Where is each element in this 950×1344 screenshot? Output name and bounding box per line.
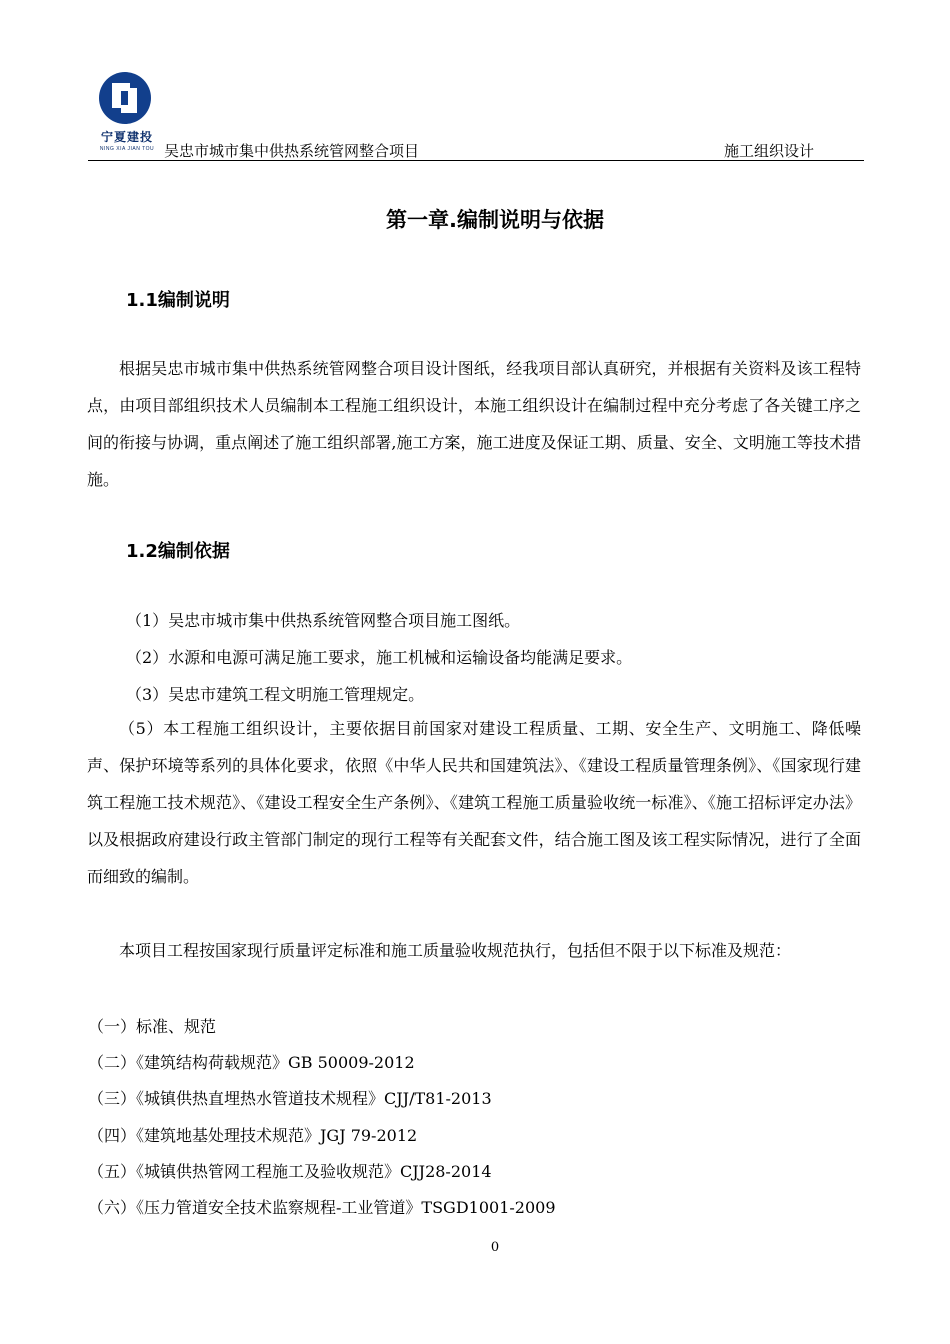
standards-intro-paragraph: 本项目工程按国家现行质量评定标准和施工质量验收规范执行，包括但不限于以下标准及规范：: [119, 941, 792, 960]
logo-company-subtext: NING XIA JIAN TOU: [99, 146, 155, 152]
basis-item-2: （2）水源和电源可满足施工要求，施工机械和运输设备均能满足要求。: [126, 648, 633, 667]
header-doc-type: 施工组织设计: [724, 142, 815, 160]
standard-item-2: （二）《建筑结构荷载规范》GB 50009-2012: [88, 1053, 415, 1072]
chapter-title: 第一章.编制说明与依据: [386, 208, 604, 232]
logo-company-name: 宁夏建投: [100, 130, 153, 144]
basis-item-1: （1）吴忠市城市集中供热系统管网整合项目施工图纸。: [126, 611, 521, 630]
logo-emblem-icon: [94, 70, 160, 128]
section-1-1-paragraph: 根据吴忠市城市集中供热系统管网整合项目设计图纸，经我项目部认真研究，并根据有关资料及该工程特点，由项目部组织技术人员编制本工程施工组织设计，本施工组织设计在编制过程中充分考虑了各关键工序之间的衔接与协调，重点阐述了施工组织部署,施工方案，施工进度及保证工期、质量、安全、文明施工等技术措施。: [87, 359, 861, 489]
standard-item-6: （六）《压力管道安全技术监察规程-工业管道》TSGD1001-2009: [88, 1198, 556, 1217]
page-number: 0: [490, 1240, 500, 1255]
standard-item-4: （四）《建筑地基处理技术规范》JGJ 79-2012: [88, 1126, 418, 1145]
header-project-title: 吴忠市城市集中供热系统管网整合项目: [164, 142, 420, 160]
basis-item-5-paragraph: （5）本工程施工组织设计，主要依据目前国家对建设工程质量、工期、安全生产、文明施工、降低噪声、保护环境等系列的具体化要求，依照《中华人民共和国建筑法》、《建设工程质量管理条例》、《国家现行建筑工程施工技术规范》、《建设工程安全生产条例》、《建筑工程施工质量验收统一标准》、《施工招标评定办法》以及根据政府建设行政主管部门制定的现行工程等有关配套文件，结合施工图及该工程实际情况，进行了全面而细致的编制。: [87, 719, 861, 886]
company-logo: [94, 70, 160, 160]
section-heading-1-1: 1.1编制说明: [126, 290, 230, 311]
basis-item-3: （3）吴忠市建筑工程文明施工管理规定。: [126, 685, 425, 704]
standard-item-3: （三）《城镇供热直埋热水管道技术规程》CJJ/T81-2013: [88, 1089, 492, 1108]
standard-item-1: （一）标准、规范: [88, 1017, 217, 1036]
header-divider: [88, 160, 864, 161]
section-heading-1-2: 1.2编制依据: [126, 541, 230, 562]
standard-item-5: （五）《城镇供热管网工程施工及验收规范》CJJ28-2014: [88, 1162, 492, 1181]
